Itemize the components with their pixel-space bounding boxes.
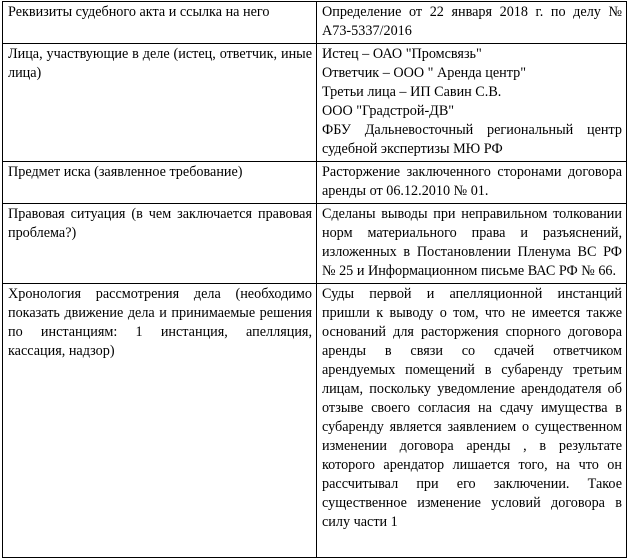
row-label-parties: Лица, участвующие в деле (истец, ответчик, иные лица) (3, 44, 317, 162)
table-row (3, 2, 627, 44)
table-row (3, 204, 627, 284)
row-value-chronology-cell (317, 284, 627, 558)
row-label-chronology: Хронология рассмотрения дела (необходимо показать движение дела и принимаемые решения по инстанциям: 1 инстанция, апелляция, кассация, надзор) (3, 284, 317, 558)
row-value-chronology: Суды первой и апелляционной инстанций пришли к выводу о том, что не имеется также оснований для расторжения спорного договора аренды в связи со сдачей ответчиком арендуемых помещений в субаренду третьим лицам, поскольку уведомление арендодателя об отзыве своего согласия на сдачу имущества в субаренду является заявлением о существенном изменении договора аренды , в результате которого арендатор лишается того, на что он рассчитывал при его заключении. Такое существенное изменение условий договора в силу части 1 (322, 286, 622, 530)
row-value-parties (317, 44, 627, 162)
case-summary-table (2, 1, 627, 558)
table-row (3, 284, 627, 558)
row-value-case-reference: Определение от 22 января 2018 г. по делу № А73-5337/2016 (317, 2, 627, 44)
party-plaintiff: Истец – ОАО "Промсвязь" (322, 46, 482, 62)
party-third-2: ООО "Градстрой-ДВ" (322, 103, 455, 119)
row-label-legal-situation: Правовая ситуация (в чем заключается правовая проблема?) (3, 204, 317, 284)
row-value-legal-situation: Сделаны выводы при неправильном толковании норм материального права и разъяснений, изложенных в Постановлении Пленума ВС РФ № 25 и Информационном письме ВАС РФ № 66. (317, 204, 627, 284)
party-third-1: Третьи лица – ИП Савин С.В. (322, 84, 502, 100)
table-row (3, 44, 627, 162)
party-defendant: Ответчик – ООО " Аренда центр" (322, 65, 527, 81)
row-value-claim-subject: Расторжение заключенного сторонами договора аренды от 06.12.2010 № 01. (317, 162, 627, 204)
row-label-case-reference: Реквизиты судебного акта и ссылка на него (3, 2, 317, 44)
row-label-claim-subject: Предмет иска (заявленное требование) (3, 162, 317, 204)
table-row (3, 162, 627, 204)
party-third-3: ФБУ Дальневосточный региональный центр судебной экспертизы МЮ РФ (322, 122, 622, 157)
